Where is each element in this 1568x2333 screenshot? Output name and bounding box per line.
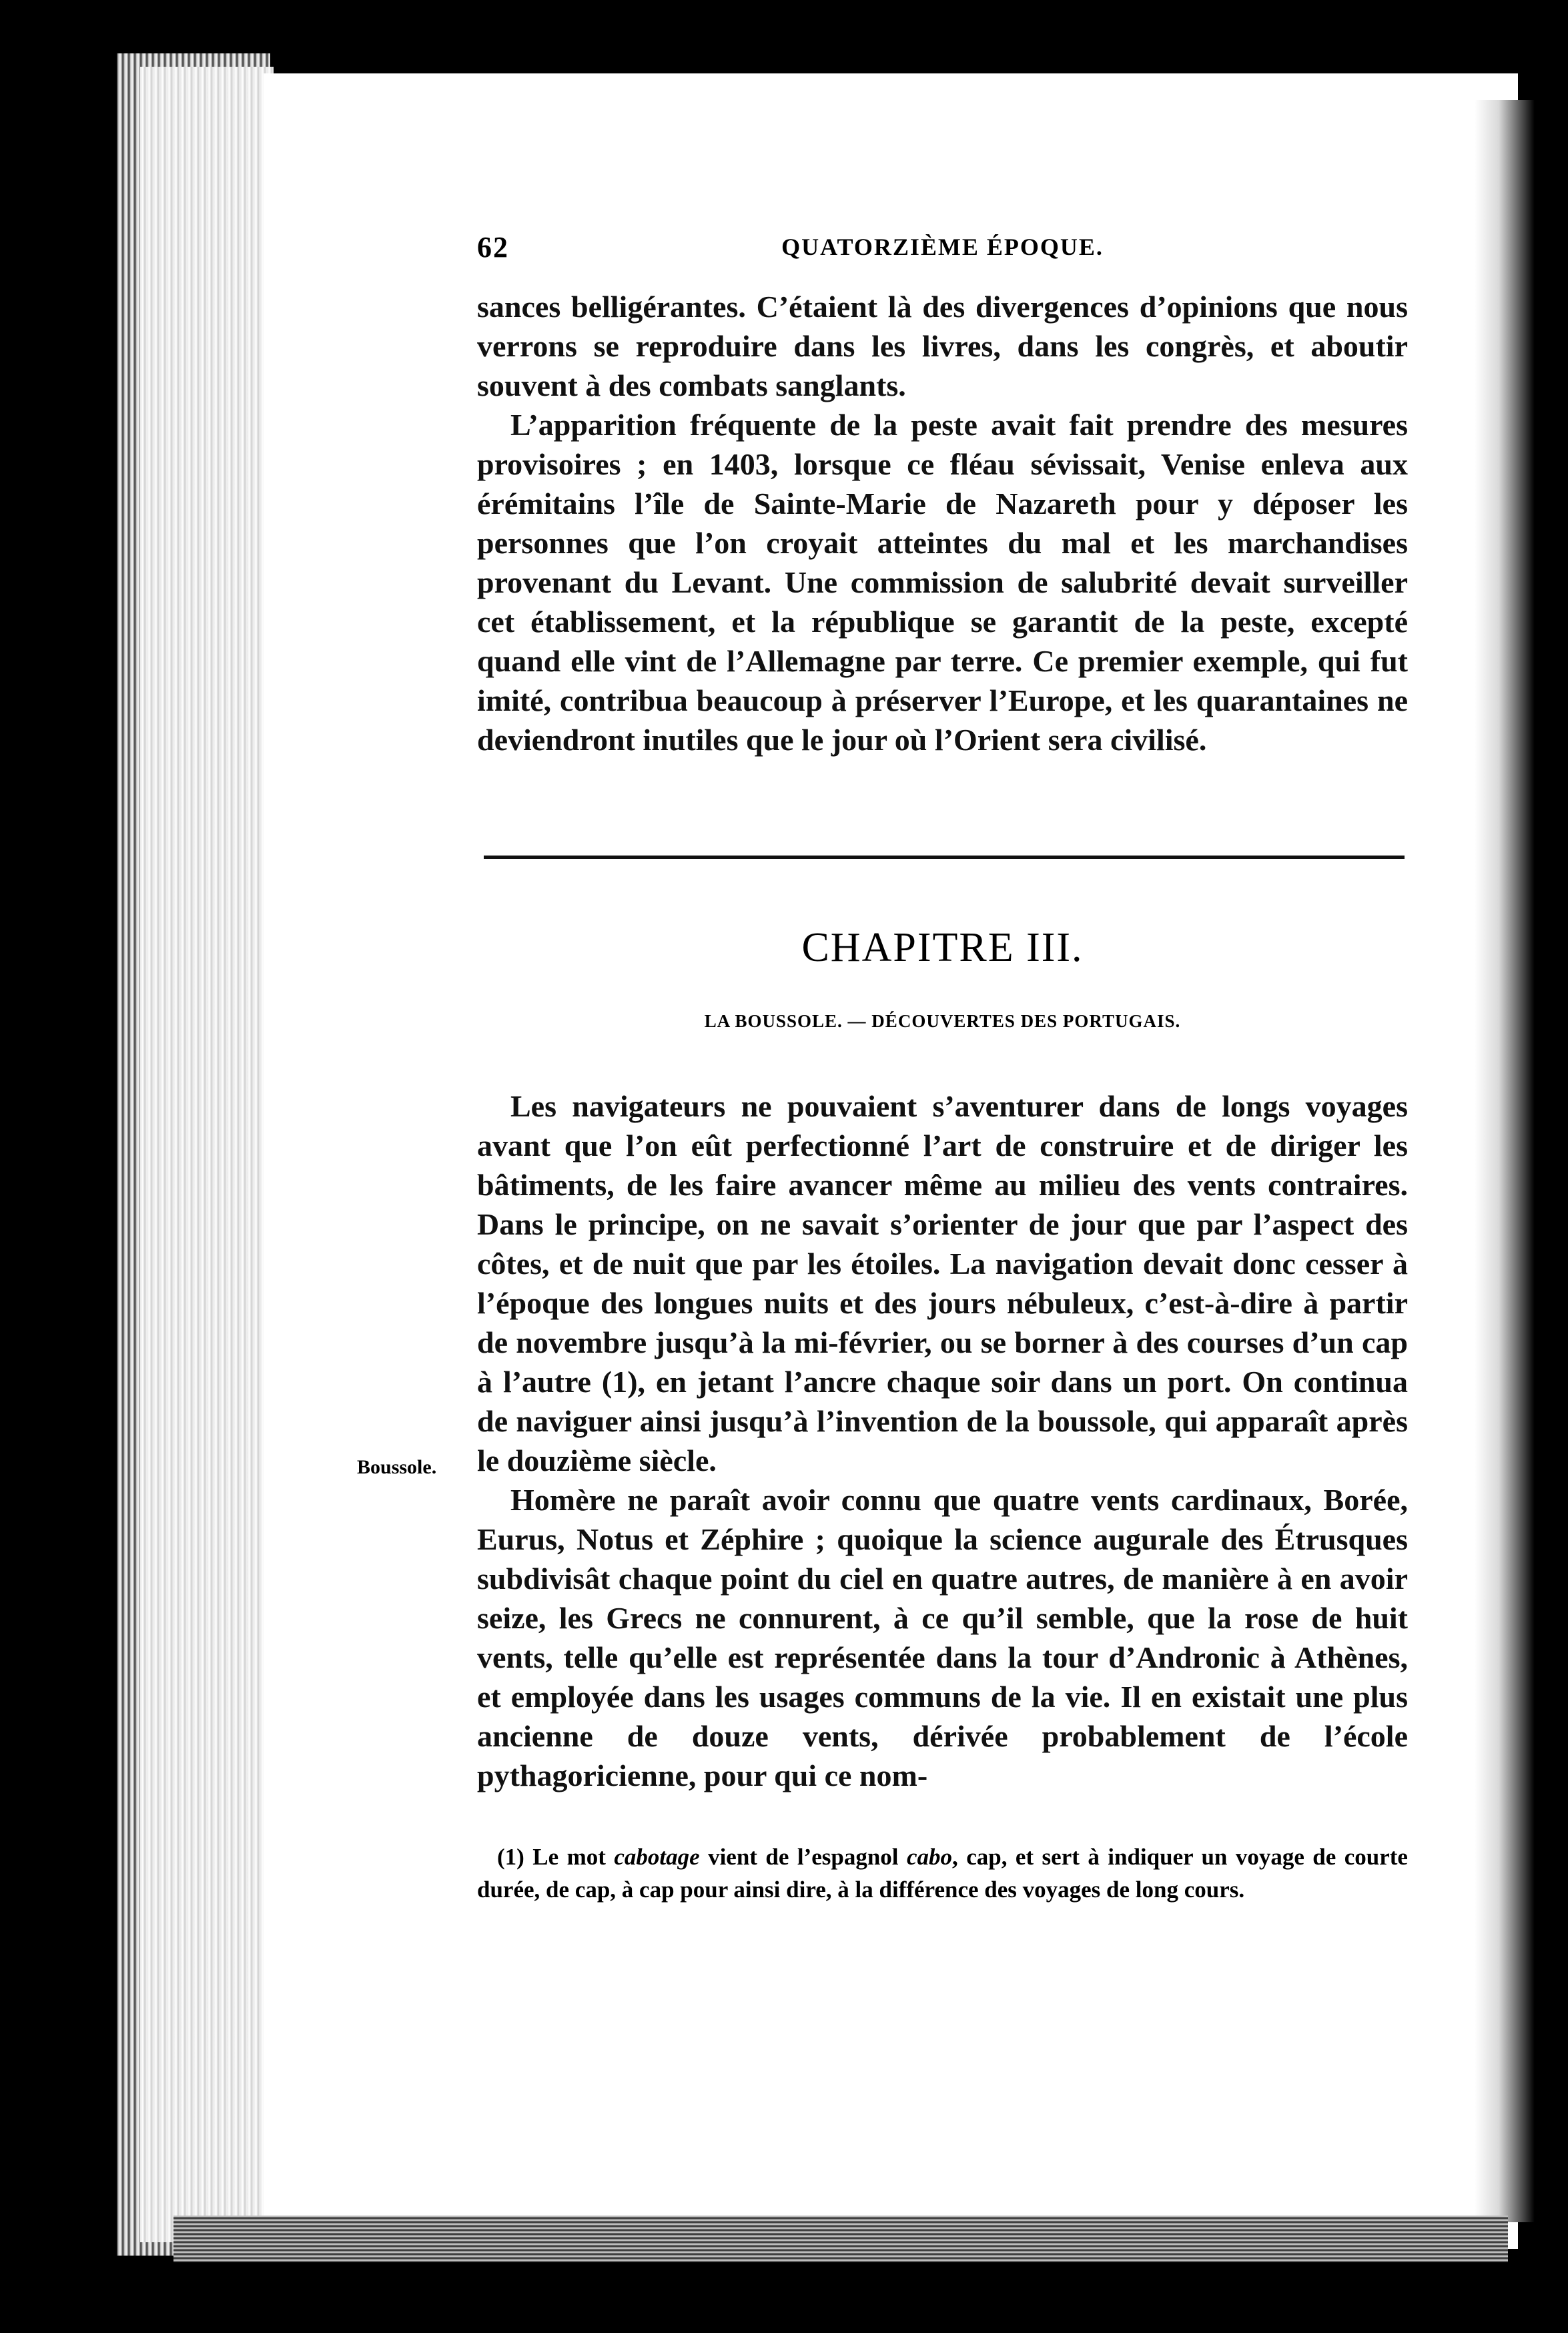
footnote-text-after: , cap, et sert à indiquer un voyage de courte durée, de cap, à cap pour ainsi dire, à la différence des voyages de long cours. bbox=[477, 1844, 1408, 1903]
paragraph-navigateurs: Les navigateurs ne pouvaient s’aventurer dans de longs voyages avant que l’on eût perfectionné l’art de construire et de diriger les bâtiments, de les faire avancer même au milieu des vents contraires. Dans le principe, on ne savait s’orienter de jour que par l’aspect des côtes, et de nuit que par les étoiles. La navigation devait donc cesser à l’époque des longues nuits et des jours nébuleux, c’est-à-dire à partir de novembre jusqu’à la mi-février, ou se borner à des courses d’un cap à l’autre (1), en jetant l’ancre chaque soir dans un port. On continua de naviguer ainsi jusqu’à l’invention de la boussole, qui apparaît après le douzième siècle. bbox=[477, 1089, 1408, 1477]
footnote-text-before: (1) Le mot bbox=[497, 1844, 615, 1870]
book-page-edges-inner bbox=[140, 67, 274, 2242]
footnote bbox=[477, 1841, 1408, 1906]
footnote-italic-cabotage: cabotage bbox=[614, 1844, 700, 1870]
running-title: QUATORZIÈME ÉPOQUE. bbox=[781, 234, 1104, 260]
chapter-text-block bbox=[477, 1086, 1408, 1795]
chapter-title: CHAPITRE III. bbox=[801, 925, 1084, 970]
margin-note: Boussole. bbox=[357, 1456, 437, 1478]
chapter-subtitle: LA BOUSSOLE. — DÉCOUVERTES DES PORTUGAIS. bbox=[704, 1011, 1181, 1031]
page-number: 62 bbox=[477, 231, 509, 264]
footnote-text-middle: vient de l’espagnol bbox=[699, 1844, 907, 1870]
paragraph-peste: L’apparition fréquente de la peste avait fait prendre des mesures provisoires ; en 1403, lorsque ce fléau sévissait, Venise enleva aux érémitains l’île de Sainte-Marie de Nazareth pour y déposer les personnes que l’on croyait atteintes du mal et les marchandises provenant du Levant. Une commission de salubrité devait surveiller cet établissement, et la république se garantit de la peste, excepté quand elle vint de l’Allemagne par terre. Ce premier exemple, qui fut imité, contribua beaucoup à préserver l’Europe, et les quarantaines ne deviendront inutiles que le jour où l’Orient sera civilisé. bbox=[477, 408, 1408, 757]
footnote-italic-cabo: cabo bbox=[906, 1844, 953, 1870]
top-text-block bbox=[477, 287, 1408, 759]
page-gutter-shadow bbox=[1475, 100, 1535, 2222]
paragraph-continuation: sances belligérantes. C’étaient là des divergences d’opinions que nous verrons se reproduire dans les livres, dans les congrès, et aboutir souvent à des combats sanglants. bbox=[477, 290, 1408, 402]
book-bottom-edge bbox=[173, 2216, 1508, 2262]
section-rule bbox=[484, 856, 1405, 859]
running-head bbox=[477, 230, 1408, 270]
paragraph-homere: Homère ne paraît avoir connu que quatre vents cardinaux, Borée, Eurus, Notus et Zéphire ; quoique la science augurale des Étrusques subdivisât chaque point du ciel en quatre autres, de manière à en avoir seize, les Grecs ne connurent, à ce qu’il semble, que la rose de huit vents, telle qu’elle est représentée dans la tour d’Andronic à Athènes, et employée dans les usages communs de la vie. Il en existait une plus ancienne de douze vents, dérivée probablement de l’école pythagoricienne, pour qui ce nom- bbox=[477, 1483, 1408, 1792]
